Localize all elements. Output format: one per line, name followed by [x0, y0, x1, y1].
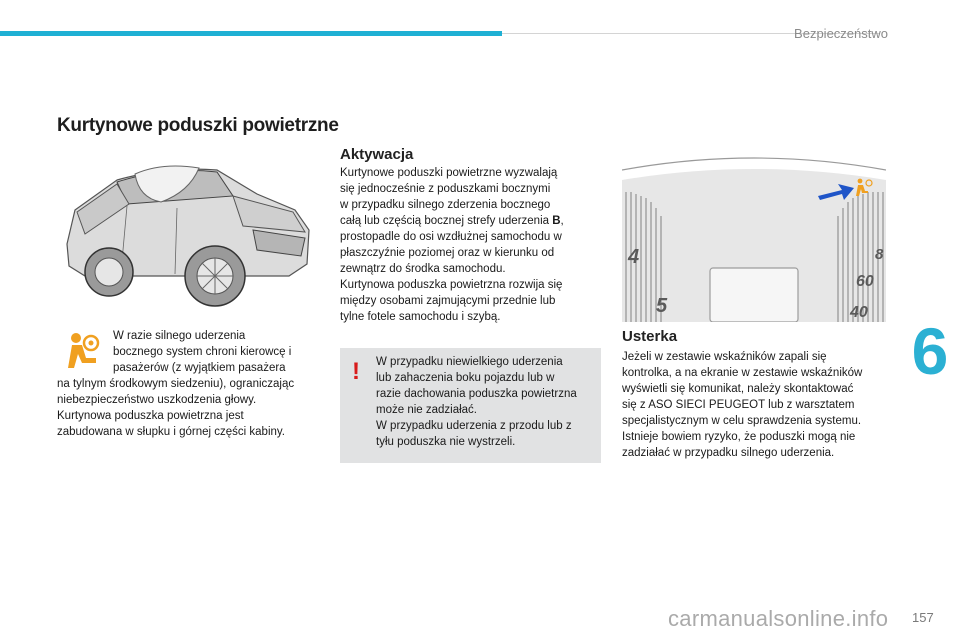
instrument-cluster-illustration — [622, 152, 886, 322]
text-line: na tylnym środkowym siedzeniu), ograniczając — [57, 378, 295, 390]
text-line: lub zahaczenia boku pojazdu lub w — [376, 372, 555, 384]
side-protection-paragraph — [57, 328, 325, 440]
chapter-name: Bezpieczeństwo — [794, 26, 888, 41]
text-line: Jeżeli w zestawie wskaźników zapali się — [622, 351, 827, 363]
warning-paragraph — [376, 354, 596, 450]
car-side-airbag-illustration — [57, 152, 321, 322]
text-line: między osobami zajmującymi przednie lub — [340, 295, 556, 307]
fault-paragraph — [622, 349, 888, 461]
activation-paragraph — [340, 165, 590, 325]
text-line: zadziałać w przypadku silnego uderzenia. — [622, 447, 835, 459]
text-line: pasażerów (z wyjątkiem pasażera — [113, 362, 286, 374]
text-line: W razie silnego uderzenia — [113, 330, 246, 342]
page-title: Kurtynowe poduszki powietrzne — [57, 115, 339, 136]
exclamation-icon: ! — [352, 358, 360, 385]
text-line: specjalistycznym w celu sprawdzenia systemu. — [622, 415, 862, 427]
text-line — [340, 213, 590, 229]
text-line: niebezpieczeństwo uszkodzenia głowy. — [57, 394, 257, 406]
text-line: Istnieje bowiem ryzyko, że poduszki mogą nie — [622, 431, 856, 443]
text-line: tyłu poduszka nie wystrzeli. — [376, 436, 516, 448]
text-line: prostopadle do osi wzdłużnej samochodu w — [340, 231, 562, 243]
text-line: tylne fotele samochodu i szybą. — [340, 311, 501, 323]
text-line: w przypadku silnego zderzenia bocznego — [340, 199, 551, 211]
chapter-number-tab: 6 — [911, 314, 949, 388]
text-line: Kurtynowe poduszki powietrzne wyzwalają — [340, 167, 558, 179]
text-line: bocznego system chroni kierowcę i — [113, 346, 292, 358]
tach-label: 5 — [656, 295, 668, 317]
text-line: się z ASO SIECI PEUGEOT lub z warsztatem — [622, 399, 855, 411]
activation-heading: Aktywacja — [340, 146, 414, 163]
zone-label: B — [552, 215, 561, 227]
speed-label: 8 — [875, 246, 884, 263]
text-line: W przypadku uderzenia z przodu lub z — [376, 420, 572, 432]
speed-label: 40 — [850, 304, 868, 321]
text-line: zewnątrz do środka samochodu. — [340, 263, 506, 275]
fault-heading: Usterka — [622, 328, 678, 345]
header-accent-bar — [0, 31, 502, 36]
speed-label: 60 — [856, 273, 874, 290]
watermark[interactable]: carmanualsonline.info — [668, 606, 889, 631]
tach-label: 4 — [628, 246, 640, 268]
text-line: zabudowana w słupku i górnej części kabiny. — [57, 426, 285, 438]
text-fragment: , — [560, 215, 564, 227]
text-line: się jednocześnie z poduszkami bocznymi — [340, 183, 551, 195]
text-line: wyświetli się komunikat, należy skontaktować — [622, 383, 854, 395]
page-number: 157 — [912, 610, 934, 625]
text-line: Kurtynowa poduszka powietrzna rozwija się — [340, 279, 563, 291]
text-line: W przypadku niewielkiego uderzenia — [376, 356, 563, 368]
text-line: Kurtynowa poduszka powietrzna jest — [57, 410, 244, 422]
text-fragment: całą lub częścią bocznej strefy uderzenia — [340, 215, 550, 227]
text-line: płaszczyźnie poziomej oraz w kierunku od — [340, 247, 555, 259]
text-line: razie dachowania poduszka powietrzna — [376, 388, 577, 400]
text-line: kontrolka, a na ekranie w zestawie wskaźników — [622, 367, 863, 379]
warning-box — [340, 348, 601, 463]
text-line: może nie zadziałać. — [376, 404, 477, 416]
